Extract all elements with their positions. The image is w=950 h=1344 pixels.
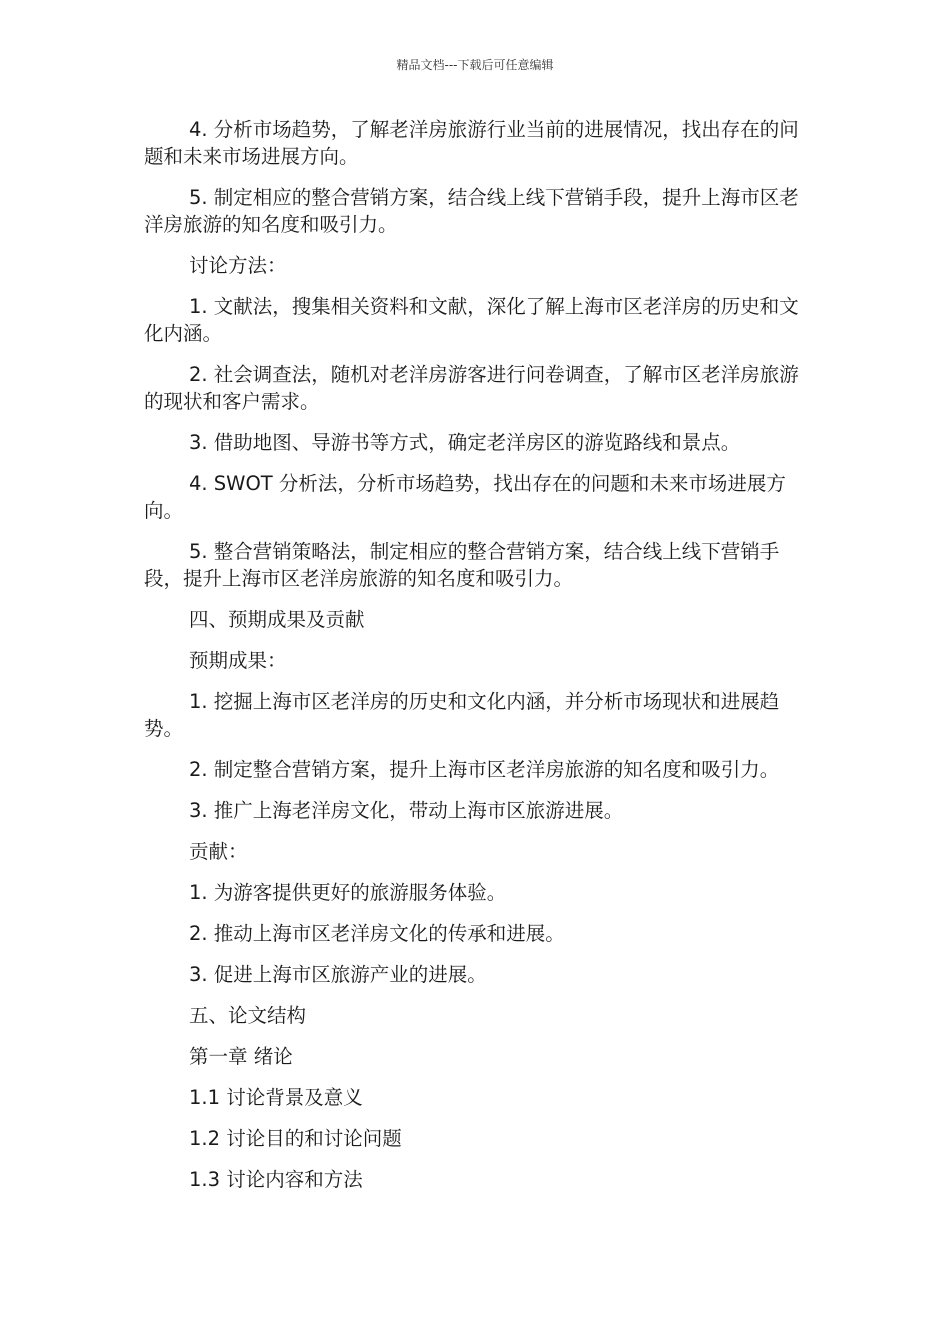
toc-item: 1.2 讨论目的和讨论问题	[189, 1127, 402, 1150]
paragraph: 1. 文献法，搜集相关资料和文献，深化了解上海市区老洋房的历史和文化内涵。	[144, 295, 799, 345]
paragraph: 3. 促进上海市区旅游产业的进展。	[189, 963, 487, 986]
paragraph: 3. 借助地图、导游书等方式，确定老洋房区的游览路线和景点。	[189, 431, 741, 454]
page-header: 精品文档---下载后可任意编辑	[396, 58, 554, 72]
paragraph: 2. 社会调查法，随机对老洋房游客进行问卷调查，了解市区老洋房旅游的现状和客户需求。	[144, 363, 799, 413]
toc-item: 1.1 讨论背景及意义	[189, 1086, 363, 1109]
paragraph: 4. SWOT 分析法，分析市场趋势，找出存在的问题和未来市场进展方向。	[144, 472, 786, 522]
paragraph: 1. 为游客提供更好的旅游服务体验。	[189, 881, 507, 904]
paragraph: 5. 制定相应的整合营销方案，结合线上线下营销手段，提升上海市区老洋房旅游的知名度和吸引力。	[144, 186, 799, 236]
section-label: 贡献：	[189, 840, 248, 863]
chapter-heading: 第一章 绪论	[189, 1045, 293, 1068]
section-label: 预期成果：	[189, 649, 287, 672]
paragraph: 2. 推动上海市区老洋房文化的传承和进展。	[189, 922, 565, 945]
toc-item: 1.3 讨论内容和方法	[189, 1168, 363, 1191]
paragraph: 1. 挖掘上海市区老洋房的历史和文化内涵，并分析市场现状和进展趋势。	[144, 690, 780, 740]
paragraph: 2. 制定整合营销方案，提升上海市区老洋房旅游的知名度和吸引力。	[189, 758, 780, 781]
section-heading: 四、预期成果及贡献	[189, 608, 365, 631]
paragraph: 3. 推广上海老洋房文化，带动上海市区旅游进展。	[189, 799, 624, 822]
document-body	[144, 116, 808, 1207]
section-heading: 五、论文结构	[189, 1004, 307, 1027]
paragraph: 4. 分析市场趋势，了解老洋房旅游行业当前的进展情况，找出存在的问题和未来市场进展方向。	[144, 118, 799, 168]
paragraph: 5. 整合营销策略法，制定相应的整合营销方案，结合线上线下营销手段，提升上海市区老洋房旅游的知名度和吸引力。	[144, 540, 780, 590]
section-label: 讨论方法：	[189, 254, 287, 277]
